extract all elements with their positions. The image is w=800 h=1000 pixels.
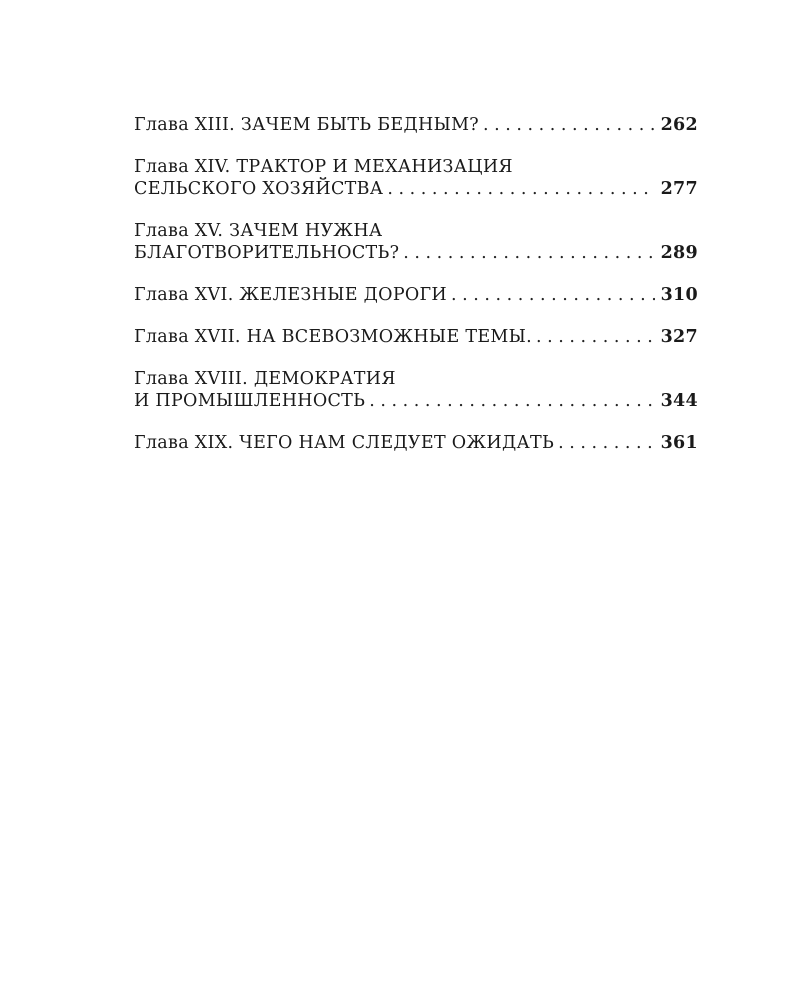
toc-entry-line: [134, 432, 698, 454]
toc-entry-line: [134, 242, 698, 264]
table-of-contents: [134, 114, 698, 474]
toc-entry-page-number: 310: [660, 285, 698, 305]
toc-entry-title: Глава XIX. ЧЕГО НАМ СЛЕДУЕТ ОЖИДАТЬ: [134, 433, 555, 453]
toc-entry-title: Глава XVIII. ДЕМОКРАТИЯ: [134, 369, 396, 389]
dot-leader: [483, 114, 655, 136]
toc-entry-chapter-19[interactable]: [134, 432, 698, 454]
toc-entry-chapter-18[interactable]: [134, 368, 698, 412]
toc-entry-title: Глава XIII. ЗАЧЕМ БЫТЬ БЕДНЫМ?: [134, 115, 479, 135]
toc-entry-chapter-17[interactable]: [134, 326, 698, 348]
toc-entry-page-number: 262: [660, 115, 698, 135]
toc-entry-line: [134, 284, 698, 306]
toc-entry-chapter-15[interactable]: [134, 220, 698, 264]
toc-entry-line: [134, 156, 698, 178]
toc-entry-title-continued: СЕЛЬСКОГО ХОЗЯЙСТВА: [134, 179, 384, 199]
toc-entry-title-continued: БЛАГОТВОРИТЕЛЬНОСТЬ?: [134, 243, 400, 263]
toc-entry-title: Глава XVI. ЖЕЛЕЗНЫЕ ДОРОГИ: [134, 285, 447, 305]
toc-entry-chapter-13[interactable]: [134, 114, 698, 136]
toc-entry-line: [134, 326, 698, 348]
toc-entry-page-number: 361: [660, 433, 698, 453]
toc-entry-title: Глава XV. ЗАЧЕМ НУЖНА: [134, 221, 383, 241]
dot-leader: [387, 178, 654, 200]
toc-entry-title: Глава XVII. НА ВСЕВОЗМОЖНЫЕ ТЕМЫ.: [134, 327, 533, 347]
dot-leader: [403, 242, 654, 264]
toc-entry-line: [134, 178, 698, 200]
toc-entry-page-number: 327: [660, 327, 698, 347]
toc-entry-line: [134, 390, 698, 412]
dot-leader: [558, 432, 654, 454]
toc-entry-page-number: 277: [660, 179, 698, 199]
toc-entry-line: [134, 220, 698, 242]
toc-entry-title-continued: И ПРОМЫШЛЕННОСТЬ: [134, 391, 366, 411]
toc-entry-title: Глава XIV. ТРАКТОР И МЕХАНИЗАЦИЯ: [134, 157, 513, 177]
toc-entry-line: [134, 368, 698, 390]
toc-entry-line: [134, 114, 698, 136]
toc-entry-chapter-16[interactable]: [134, 284, 698, 306]
dot-leader: [536, 326, 655, 348]
toc-entry-page-number: 289: [660, 243, 698, 263]
toc-entry-page-number: 344: [660, 391, 698, 411]
dot-leader: [451, 284, 655, 306]
dot-leader: [369, 390, 654, 412]
toc-entry-chapter-14[interactable]: [134, 156, 698, 200]
